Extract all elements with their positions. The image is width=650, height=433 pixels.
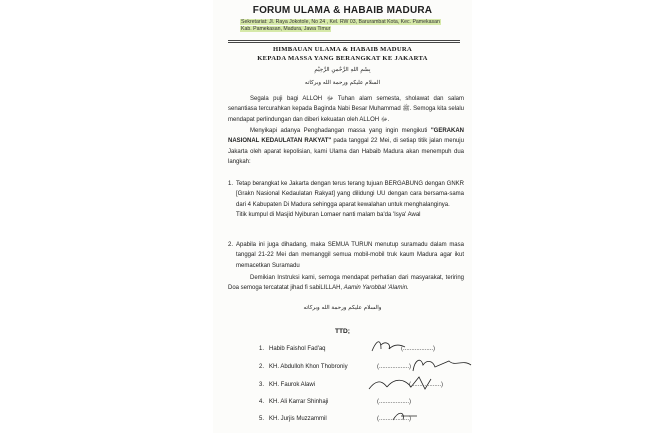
salam-closing: والسلام عليكم ورحمة الله وبركاته — [303, 305, 382, 311]
document-title-1: HIMBAUAN ULAMA & HABAIB MADURA — [272, 46, 413, 53]
document-title-2: KEPADA MASSA YANG BERANGKAT KE JAKARTA — [257, 55, 428, 62]
header-divider-2 — [228, 42, 460, 43]
signer-number: 5. — [259, 416, 265, 422]
signature-row-3 — [259, 382, 459, 394]
address-line-1: Sekretariat: Jl. Raya Jokotole, No 24 , Kel. RW 03, Barurambat Kota, Kec. Pamekasan — [241, 19, 440, 25]
signer-name: KH. Jurjis Muzzammil — [269, 416, 327, 422]
signer-number: 4. — [259, 399, 265, 405]
paragraph-opening: Segala puji bagi ALLOH ﷻ Tuhan alam semesta, sholawat dan salam senantiasa tercurahkan kepada Baginda Nabi Besar Muhammad ﷺ. Semoga kita selalu mendapat perlindungan dan diberi kekuatan oleh ALLOH ﷻ. — [228, 96, 464, 123]
handwritten-signature — [409, 355, 479, 373]
signature-placeholder: (..................) — [377, 399, 412, 405]
signer-number: 1. — [259, 346, 265, 352]
header-divider — [228, 40, 460, 41]
list-number-1: 1. — [228, 181, 234, 187]
address-line-2: Kab. Pamekasan, Madura, Jawa Timur — [241, 26, 331, 32]
signer-number: 2. — [259, 364, 265, 370]
signer-name: KH. Ali Karrar Shinhaji — [269, 399, 329, 405]
signature-placeholder: (..................) — [401, 346, 436, 352]
list-item-2 — [228, 240, 464, 271]
organization-address — [240, 19, 454, 33]
closing-text: Demikian Instruksi kami, semoga mendapat perhatian dari masyarakat, teriring Doa semoga tercatatat jihad fi sabiLILLAH, — [228, 275, 464, 292]
basmalah: بِسْمِ اللهِ الرَّحْمنِ الرَّحِيْمِ — [314, 67, 371, 73]
context-text-post: pada tanggal 22 Mei, di setiap titik jalan menuju Jakarta oleh aparat kepolisian, kami Ulama dan Habaib Madura akan menempuh dua langkah: — [228, 138, 464, 166]
paragraph-context — [228, 126, 464, 168]
salam-opening: السلام عليكم ورحمة الله وبركاته — [304, 80, 381, 86]
closing-prayer: Aamin Yarobbal 'Alamin. — [343, 285, 409, 292]
signature-placeholder: (..................) — [377, 416, 412, 422]
signer-name: Habib Faishol Fad'aq — [269, 346, 326, 352]
organization-title: FORUM ULAMA & HABAIB MADURA — [252, 5, 433, 16]
signer-name: KH. Faurok Alawi — [269, 382, 316, 388]
signature-label: TTD; — [334, 328, 350, 335]
context-movement-name: "GERAKAN NASIONAL KEDAULATAN RAKYAT" — [228, 128, 464, 145]
signature-row-4 — [259, 399, 459, 411]
signature-row-5 — [259, 416, 459, 428]
signer-name: KH. Abdulloh Khon Thobroniy — [269, 364, 348, 370]
paragraph-closing — [228, 273, 464, 294]
signer-number: 3. — [259, 382, 265, 388]
document-page — [213, 0, 472, 433]
list-item-1 — [228, 179, 464, 221]
list-number-2: 2. — [228, 242, 234, 248]
list-note-1: Titik kumpul di Masjid Nyiburan Lomaer nanti malam ba'da 'Isya' Awal — [236, 212, 421, 219]
list-text-2: Apabila ini juga dihadang, maka SEMUA TURUN menutup suramadu dalam masa tanggal 21-22 Mei dan memanggil semua mobil-mobil truk kaum Madura agar ikut memacetkan Suramadu — [236, 242, 464, 269]
signature-placeholder: (..................) — [377, 364, 412, 370]
signature-placeholder: (..................) — [409, 382, 444, 388]
context-text-pre: Menyikapi adanya Penghadangan massa yang ingin mengikuti — [250, 128, 431, 134]
list-text-1: Tetap berangkat ke Jakarta dengan terus terang tujuan BERGABUNG dengan GNKR [Grakn Nasional Kedaulatan Rakyat] yang dilidungi UU dengan cara bersama-sama dari 4 Kabupaten Di Madura sehingga aparat kewalahan untuk menghalanginya. — [236, 181, 464, 208]
